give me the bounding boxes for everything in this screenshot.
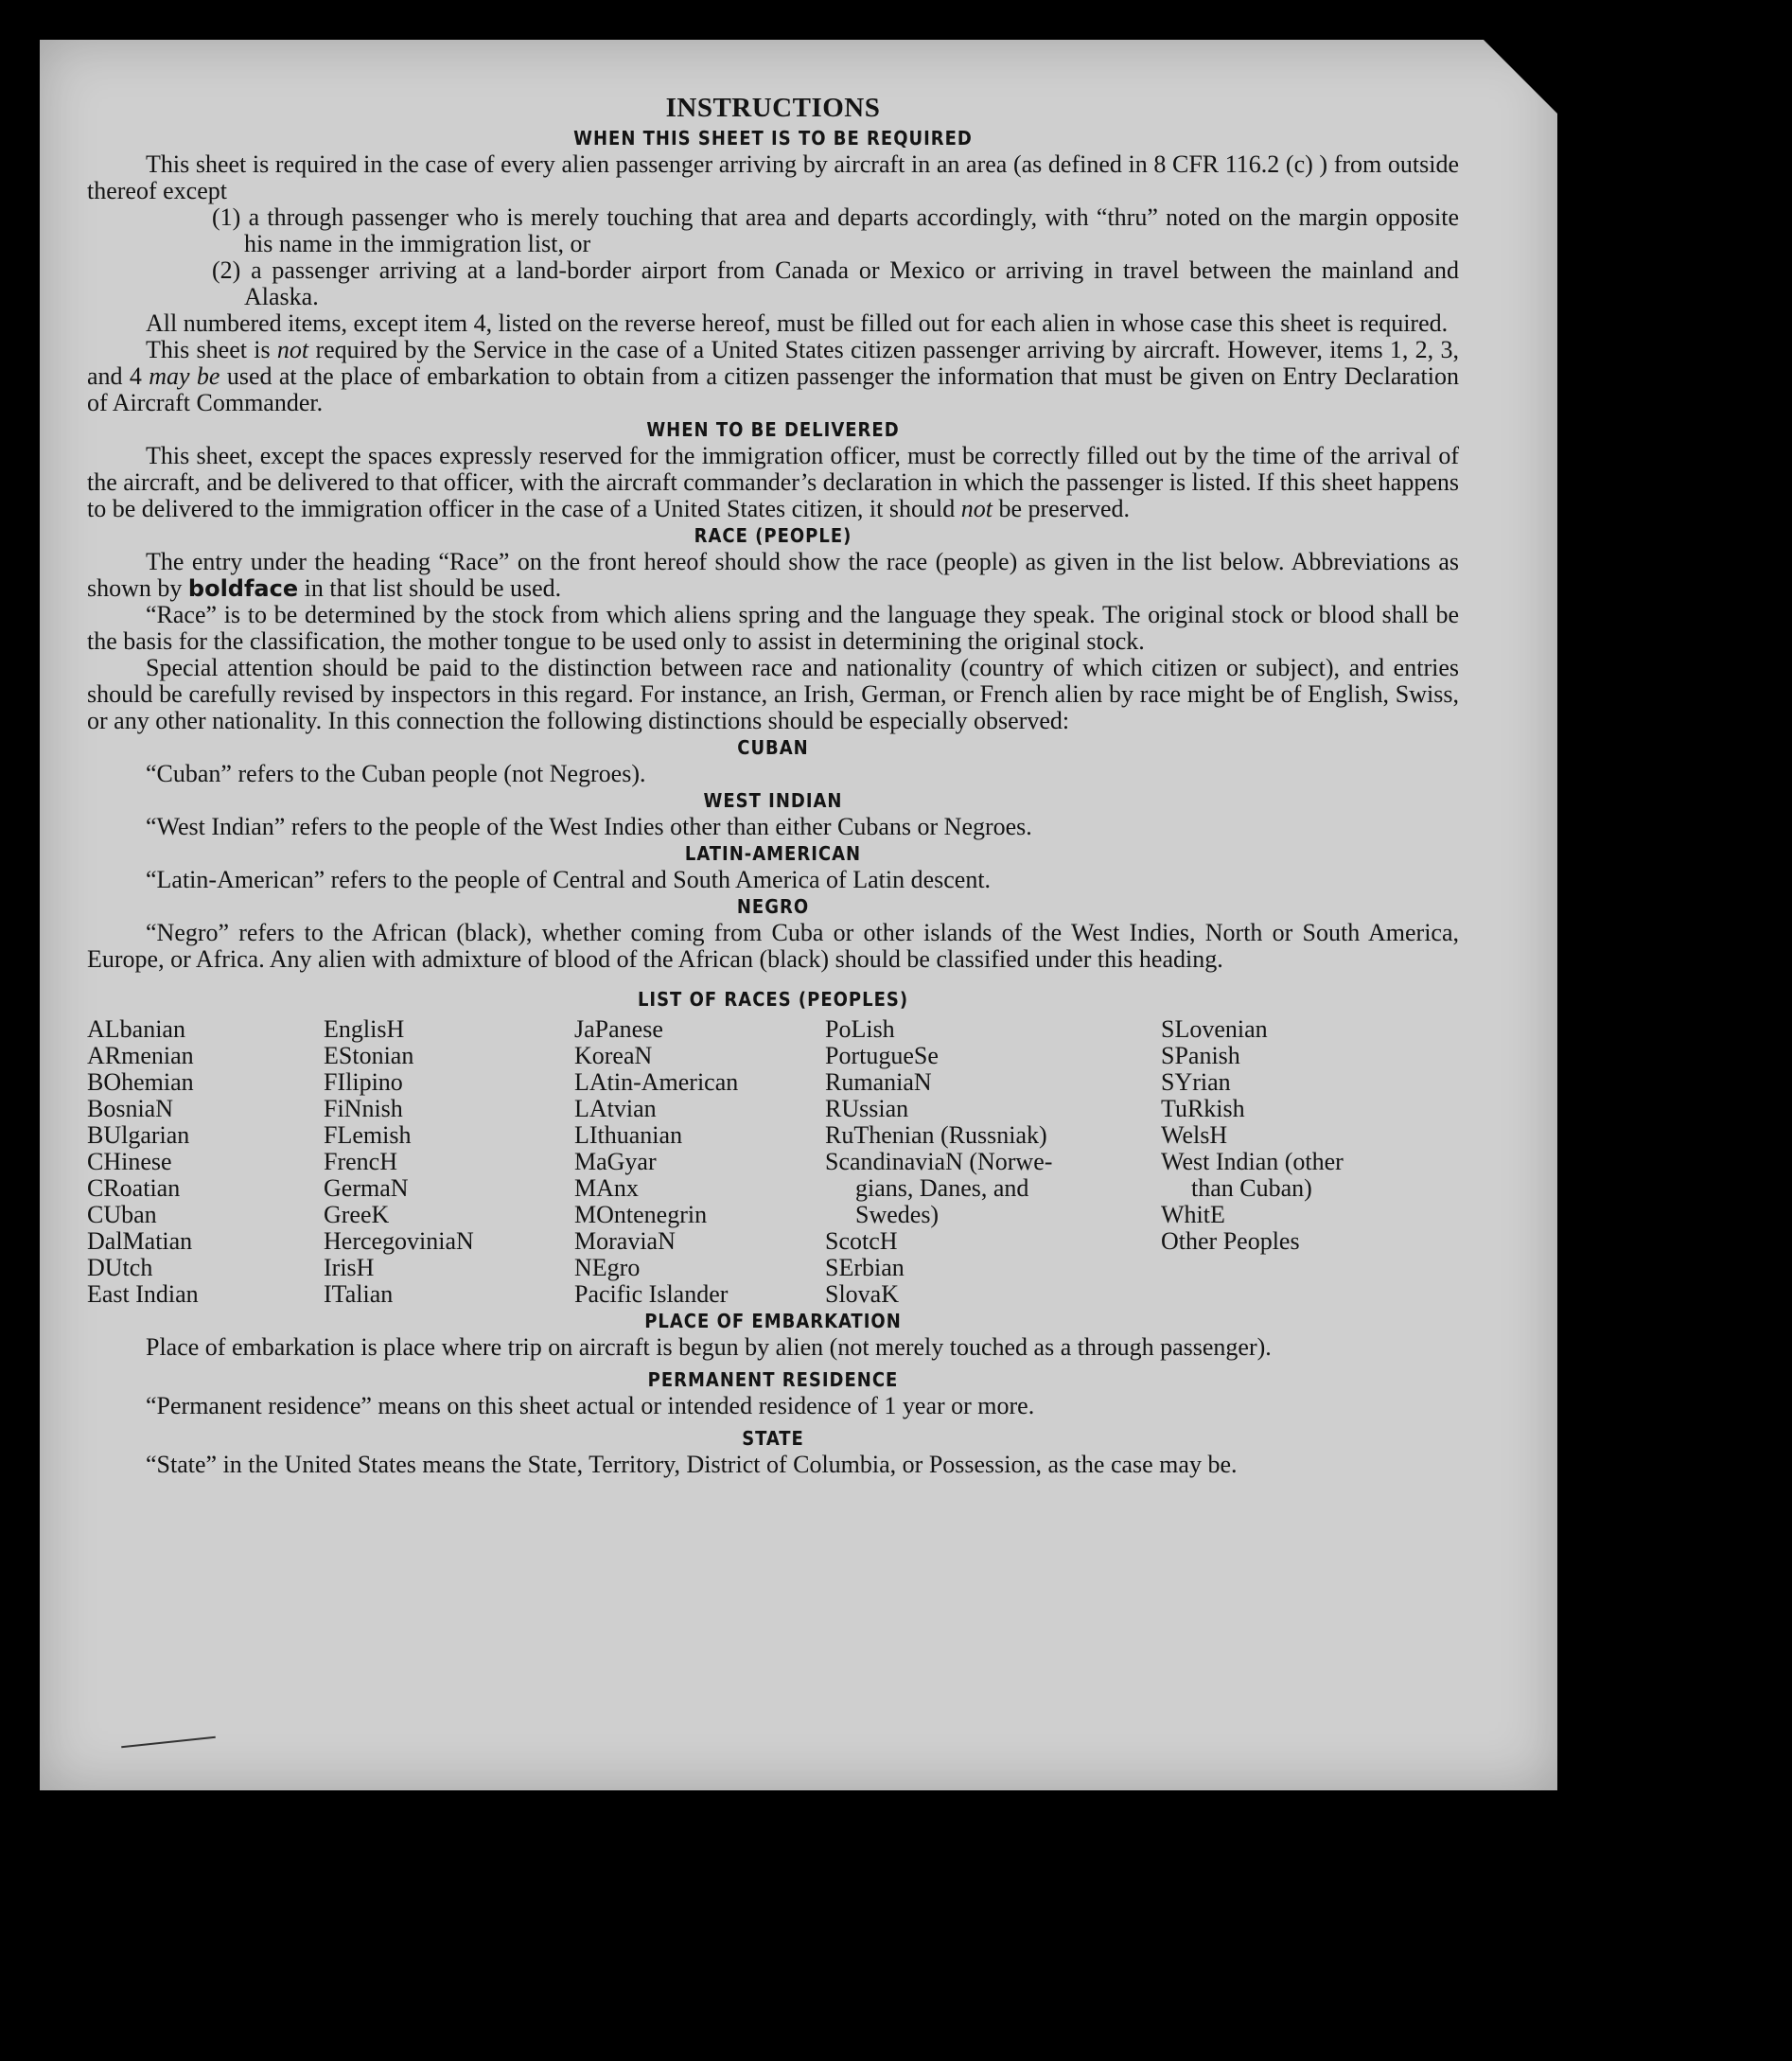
race-item: SlovaK <box>825 1280 899 1308</box>
race-item: EStonian <box>324 1042 414 1069</box>
race-item: GreeK <box>324 1201 390 1228</box>
race-item: MAnx <box>574 1174 639 1202</box>
heading-when-delivered: WHEN TO BE DELIVERED <box>646 418 900 441</box>
heading-latin-american: LATIN-AMERICAN <box>684 842 862 865</box>
para-delivered-not: not <box>960 495 993 522</box>
heading-cuban: CUBAN <box>737 736 809 759</box>
exception-item-1: (1) a through passenger who is merely touching that area and departs accordingly, with “thru” noted on the margin opposite his name in the immigration list, or <box>212 203 1459 257</box>
para-required-intro: This sheet is required in the case of every alien passenger arriving by aircraft in an area (as defined in 8 CFR 116.2 (c) ) from outside thereof except <box>87 150 1459 204</box>
race-item: GermaN <box>324 1174 409 1202</box>
race-item: WhitE <box>1161 1201 1225 1228</box>
para-citizen-part1: This sheet is <box>146 336 277 363</box>
race-item: SPanish <box>1161 1042 1240 1069</box>
race-item: ScandinaviaN (Norwe- <box>825 1148 1053 1175</box>
race-item: BOhemian <box>87 1068 194 1096</box>
para-citizen-part3: used at the place of embarkation to obtain from a citizen passenger the information that must be given on Entry Declaration of Aircraft Commander. <box>87 362 1459 416</box>
para-race-1-boldface: boldface <box>187 575 299 602</box>
race-item: Other Peoples <box>1161 1227 1300 1255</box>
para-numbered-items: All numbered items, except item 4, listed on the reverse hereof, must be filled out for each alien in whose case this sheet is required. <box>146 309 1449 337</box>
para-state: “State” in the United States means the State, Territory, District of Columbia, or Possession, as the case may be. <box>146 1451 1238 1478</box>
race-item: HercegoviniaN <box>324 1227 474 1255</box>
race-item: MoraviaN <box>574 1227 676 1255</box>
race-item: PortugueSe <box>825 1042 939 1069</box>
para-delivered-part2: be preserved. <box>992 495 1131 522</box>
race-item: IrisH <box>324 1254 375 1281</box>
race-item: CRoatian <box>87 1174 181 1202</box>
race-column-1 <box>87 1016 324 1308</box>
race-item: PoLish <box>825 1015 895 1043</box>
race-item: RumaniaN <box>825 1068 932 1096</box>
heading-negro: NEGRO <box>736 895 810 918</box>
race-item: FiNnish <box>324 1095 403 1122</box>
folded-corner <box>1484 40 1565 121</box>
race-item: Swedes) <box>855 1201 940 1228</box>
para-citizen-part2: required by the Service in the case of a United States citizen passenger arriving by aircraft. However, items 1, 2, 3, and 4 <box>87 336 1459 390</box>
heading-race: RACE (PEOPLE) <box>694 524 852 547</box>
race-list <box>87 1016 1459 1308</box>
race-item: LIthuanian <box>574 1121 683 1149</box>
race-item: NEgro <box>574 1254 641 1281</box>
para-delivered <box>87 443 1459 522</box>
race-item: MaGyar <box>574 1148 657 1175</box>
para-citizen-may-be: may be <box>149 362 220 390</box>
race-item: CHinese <box>87 1148 172 1175</box>
race-item: CUban <box>87 1201 157 1228</box>
race-item: RuThenian (Russniak) <box>825 1121 1047 1149</box>
race-item: FLemish <box>324 1121 412 1149</box>
race-item: TuRkish <box>1161 1095 1245 1122</box>
race-item: SLovenian <box>1161 1015 1268 1043</box>
para-race-2: “Race” is to be determined by the stock from which aliens spring and the language they speak. The original stock or blood shall be the basis for the classification, the mother tongue to be used only to assist in determining the original stock. <box>87 601 1459 655</box>
heading-residence: PERMANENT RESIDENCE <box>647 1368 899 1391</box>
race-item: BUlgarian <box>87 1121 190 1149</box>
para-delivered-part1: This sheet, except the spaces expressly reserved for the immigration officer, must be correctly filled out by the time of the arrival of the aircraft, and be delivered to that officer, with the aircraft commander’s declaration in which the passenger is listed. If this sheet happens to be delivered to the immigration officer in the case of a United States citizen, it should <box>87 442 1459 522</box>
para-citizen <box>87 337 1459 416</box>
race-item: RUssian <box>825 1095 909 1122</box>
race-item: Pacific Islander <box>574 1280 729 1308</box>
race-item: East Indian <box>87 1280 199 1308</box>
race-item: FIlipino <box>324 1068 403 1096</box>
race-item: DUtch <box>87 1254 153 1281</box>
race-column-5 <box>1161 1016 1445 1308</box>
race-item: EnglisH <box>324 1015 405 1043</box>
heading-list-of-races: LIST OF RACES (PEOPLES) <box>637 988 909 1011</box>
race-item: MOntenegrin <box>574 1201 708 1228</box>
race-item: ARmenian <box>87 1042 194 1069</box>
race-item: SErbian <box>825 1254 905 1281</box>
para-west-indian: “West Indian” refers to the people of the West Indies other than either Cubans or Negroes. <box>146 813 1032 840</box>
race-item: DalMatian <box>87 1227 193 1255</box>
race-item: LAtin-American <box>574 1068 739 1096</box>
race-item: West Indian (other <box>1161 1148 1344 1175</box>
para-residence: “Permanent residence” means on this sheet actual or intended residence of 1 year or more. <box>146 1392 1035 1419</box>
para-race-1-part1: The entry under the heading “Race” on the front hereof should show the race (people) as given in the list below. Abbreviations as shown by <box>87 548 1459 602</box>
para-latin-american: “Latin-American” refers to the people of Central and South America of Latin descent. <box>146 866 992 893</box>
heading-west-indian: WEST INDIAN <box>703 789 843 812</box>
race-item: JaPanese <box>574 1015 663 1043</box>
para-race-1-part2: in that list should be used. <box>298 574 562 602</box>
race-item: ALbanian <box>87 1015 185 1043</box>
race-item: WelsH <box>1161 1121 1228 1149</box>
race-item: SYrian <box>1161 1068 1231 1096</box>
heading-state: STATE <box>742 1427 804 1450</box>
race-item: ScotcH <box>825 1227 898 1255</box>
race-column-2 <box>324 1016 574 1308</box>
exception-item-2: (2) a passenger arriving at a land-border airport from Canada or Mexico or arriving in travel between the mainland and Alaska. <box>212 256 1459 310</box>
race-item: LAtvian <box>574 1095 657 1122</box>
race-item: than Cuban) <box>1191 1174 1312 1202</box>
para-negro: “Negro” refers to the African (black), whether coming from Cuba or other islands of the West Indies, North or South America, Europe, or Africa. Any alien with admixture of blood of the African (black) should be classified under this heading. <box>87 919 1459 973</box>
heading-when-required: WHEN THIS SHEET IS TO BE REQUIRED <box>573 127 973 150</box>
race-item: gians, Danes, and <box>855 1174 1029 1202</box>
race-item: ITalian <box>324 1280 394 1308</box>
para-citizen-not: not <box>276 336 309 363</box>
para-cuban: “Cuban” refers to the Cuban people (not Negroes). <box>146 760 646 787</box>
document-text <box>87 91 1459 1478</box>
race-item: FrencH <box>324 1148 397 1175</box>
para-embarkation: Place of embarkation is place where trip on aircraft is begun by alien (not merely touched as a through passenger). <box>146 1333 1272 1361</box>
para-race-1 <box>87 549 1459 602</box>
heading-embarkation: PLACE OF EMBARKATION <box>644 1310 902 1332</box>
race-item: KoreaN <box>574 1042 653 1069</box>
document-title: INSTRUCTIONS <box>665 93 881 123</box>
race-column-4 <box>825 1016 1161 1308</box>
race-item: BosniaN <box>87 1095 173 1122</box>
para-race-3: Special attention should be paid to the distinction between race and nationality (country of which citizen or subject), and entries should be carefully revised by inspectors in this regard. For instance, an Irish, German, or French alien by race might be of English, Swiss, or any other nationality. In this connection the following distinctions should be especially observed: <box>87 654 1459 734</box>
race-column-3 <box>574 1016 825 1308</box>
